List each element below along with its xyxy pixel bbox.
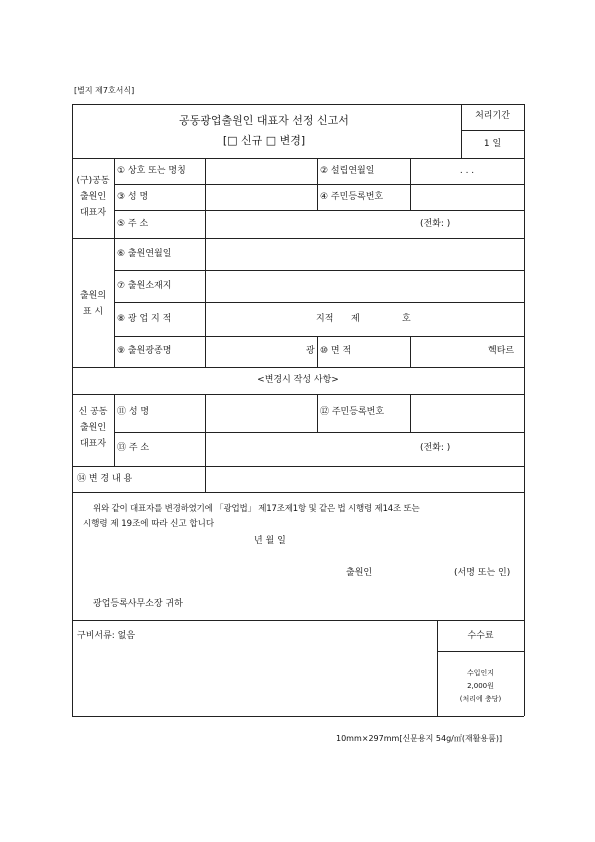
processing-value: 1 일 [483,139,502,149]
processing-label: 처리기간 [475,111,510,121]
area-unit: 헥타르 [488,346,515,356]
founded-date-label: ② 설립연월일 [320,166,375,176]
fee-line-2: 2,000원 [467,682,494,690]
signature-label: (서명 또는 인) [454,568,511,578]
new-address-label: ⑬ 주 소 [117,443,150,453]
form-title: 공동광업출원인 대표자 선정 신고서 [179,114,349,127]
former-phone: (전화: ) [420,219,451,229]
applicant-label: 출원인 [346,568,373,578]
new-resident-no-label: ⑫ 주민등록번호 [320,407,385,417]
former-rep-label-2: 출원인 [79,192,107,202]
new-rep-label-2: 출원인 [79,423,107,433]
declaration-line-2: 시행령 제 19조에 따라 신고 합니다 [83,519,215,529]
form-number: [별지 제7호서식] [74,86,135,95]
declaration-line-1: 위와 같이 대표자를 변경하였기에 「광업법」 제17조제1항 및 같은 법 시행령 제14조 또는 [93,504,420,514]
mineral-label: ⑨ 출원광종명 [117,346,172,356]
trade-name-label: ① 상호 또는 명칭 [117,166,186,176]
application-label-1: 출원의 [79,291,107,301]
district-value-1: 지적 [316,314,334,324]
change-content-label: ⑭ 변 경 내 용 [77,474,133,484]
application-date-label: ⑥ 출원연월일 [117,249,172,259]
date-line: 년 월 일 [254,536,286,546]
change-note: <변경시 작성 사항> [257,375,339,385]
former-name-label: ③ 성 명 [117,192,149,202]
fee-label: 수수료 [467,631,494,641]
fee-line-3: (처리에 충당) [459,695,502,703]
application-location-label: ⑦ 출원소재지 [117,281,172,291]
mine-district-label: ⑧ 광 업 지 적 [117,314,172,324]
mineral-suffix: 광 [306,346,315,356]
new-name-label: ⑪ 성 명 [117,407,150,417]
former-resident-no-label: ④ 주민등록번호 [320,192,384,202]
new-rep-label-1: 신 공동 [78,407,108,417]
new-phone: (전화: ) [420,443,451,453]
paper-spec: 10mm×297mm[신문용지 54g/㎡(재활용품)] [336,734,503,743]
former-address-label: ⑤ 주 소 [117,219,149,229]
application-label-2: 표 시 [82,307,104,317]
founded-date-value: . . . [459,166,475,176]
area-label: ⑩ 면 적 [320,346,352,356]
attachments-label: 구비서류: 없음 [77,631,136,641]
form-subtitle: [□ 신규 □ 변경] [222,134,306,147]
new-rep-label-3: 대표자 [79,439,107,449]
district-value-3: 호 [402,314,411,324]
district-value-2: 제 [351,314,360,324]
former-rep-label-3: 대표자 [79,208,107,218]
former-rep-label-1: (구)공동 [76,176,110,186]
fee-line-1: 수입인지 [466,669,495,677]
addressee: 광업등록사무소장 귀하 [93,599,183,609]
